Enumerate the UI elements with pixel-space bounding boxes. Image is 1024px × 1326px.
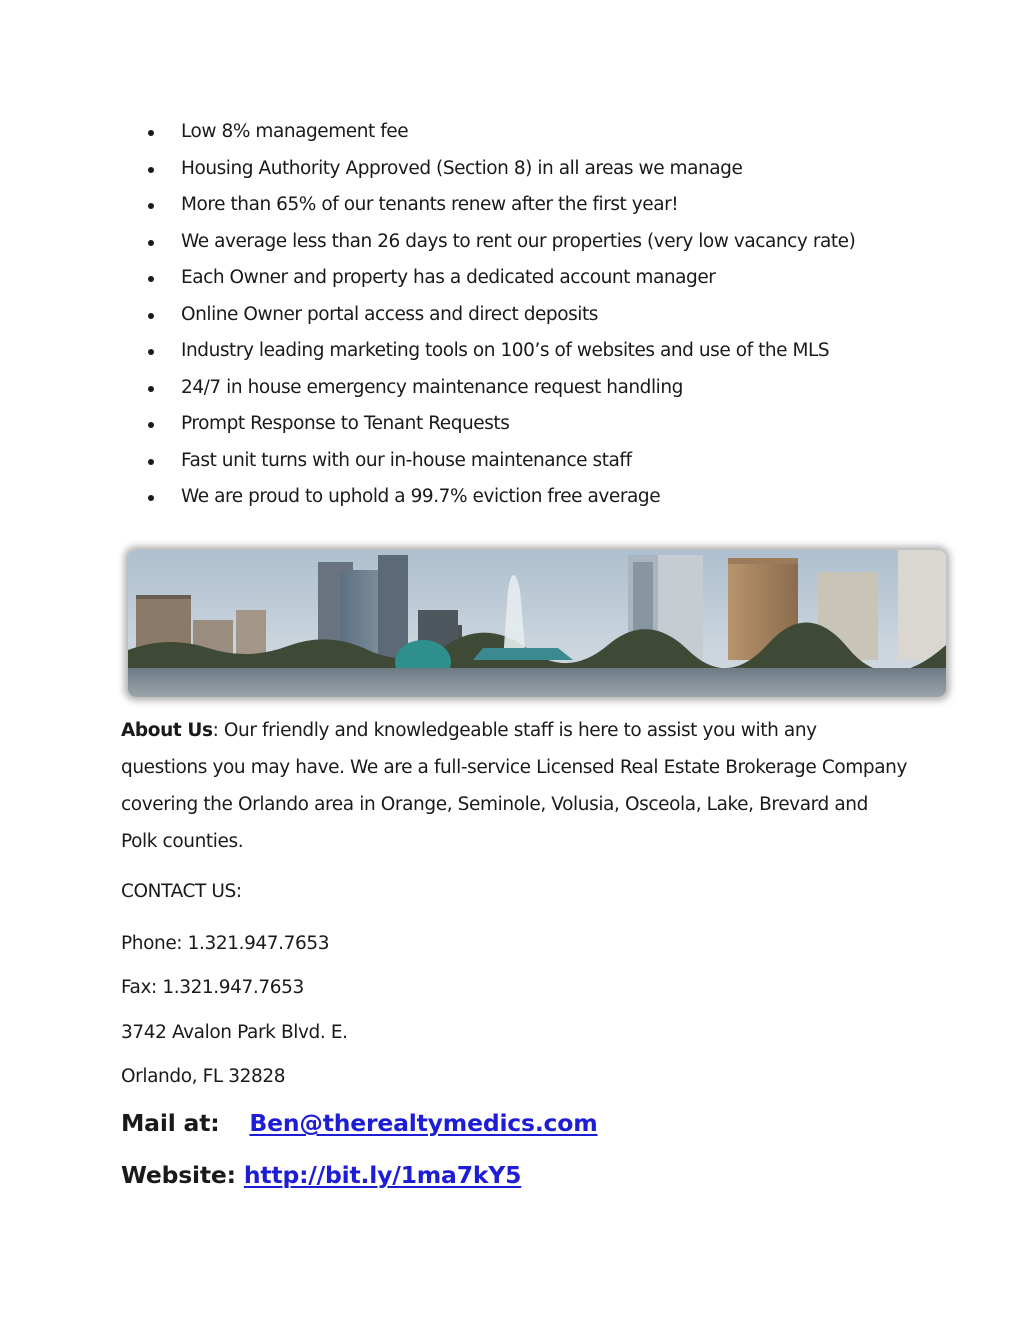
about-line <box>121 712 941 749</box>
mail-line <box>121 1108 598 1138</box>
bullet-icon <box>148 167 154 173</box>
street-address: 3742 Avalon Park Blvd. E. <box>121 1022 348 1043</box>
phone-number: Phone: 1.321.947.7653 <box>121 933 330 954</box>
website-label: Website: <box>121 1161 236 1189</box>
bullet-icon <box>148 422 154 428</box>
website-link[interactable]: http://bit.ly/1ma7kY5 <box>243 1161 522 1189</box>
email-link[interactable]: Ben@therealtymedics.com <box>249 1109 598 1137</box>
about-us-heading: About Us <box>121 720 213 741</box>
list-item <box>148 301 968 338</box>
list-item <box>148 483 968 520</box>
bullet-icon <box>148 386 154 392</box>
bullet-icon <box>148 459 154 465</box>
list-item <box>148 155 968 192</box>
list-item-text: Fast unit turns with our in-house maintenance staff <box>181 449 632 471</box>
list-item <box>148 264 968 301</box>
about-line: questions you may have. We are a full-service Licensed Real Estate Brokerage Company <box>121 757 908 778</box>
about-line: covering the Orlando area in Orange, Seminole, Volusia, Osceola, Lake, Brevard and <box>121 794 868 815</box>
list-item <box>148 447 968 484</box>
list-item <box>148 337 968 374</box>
bullet-icon <box>148 495 154 501</box>
list-item-text: We average less than 26 days to rent our properties (very low vacancy rate) <box>181 230 856 252</box>
about-text: : Our friendly and knowledgeable staff is here to assist you with any <box>212 720 817 741</box>
list-item <box>148 374 968 411</box>
mail-label: Mail at: <box>121 1109 220 1137</box>
about-line: Polk counties. <box>121 831 244 852</box>
list-item-text: More than 65% of our tenants renew after the first year! <box>181 194 679 215</box>
list-item-text: Housing Authority Approved (Section 8) in all areas we manage <box>181 157 743 179</box>
bullet-icon <box>148 240 154 246</box>
city-skyline-photo <box>128 550 946 697</box>
bullet-icon <box>148 130 154 136</box>
city-address: Orlando, FL 32828 <box>121 1066 286 1087</box>
list-item-text: 24/7 in house emergency maintenance request handling <box>181 376 683 398</box>
bullet-icon <box>148 276 154 282</box>
list-item <box>148 410 968 447</box>
about-us-section <box>121 712 941 860</box>
list-item-text: Prompt Response to Tenant Requests <box>181 413 510 434</box>
list-item <box>148 118 968 155</box>
list-item-text: Low 8% management fee <box>181 121 409 142</box>
bullet-icon <box>148 313 154 319</box>
bullet-icon <box>148 349 154 355</box>
list-item <box>148 191 968 228</box>
list-item-text: We are proud to uphold a 99.7% eviction free average <box>181 486 661 507</box>
website-line <box>121 1160 521 1190</box>
list-item-text: Industry leading marketing tools on 100’s of websites and use of the MLS <box>181 340 830 361</box>
contact-heading: CONTACT US: <box>121 881 242 902</box>
list-item-text: Each Owner and property has a dedicated account manager <box>181 267 716 288</box>
list-item-text: Online Owner portal access and direct deposits <box>181 303 598 325</box>
fax-number: Fax: 1.321.947.7653 <box>121 977 304 998</box>
bullet-icon <box>148 203 154 209</box>
list-item <box>148 228 968 265</box>
features-list <box>148 118 968 520</box>
